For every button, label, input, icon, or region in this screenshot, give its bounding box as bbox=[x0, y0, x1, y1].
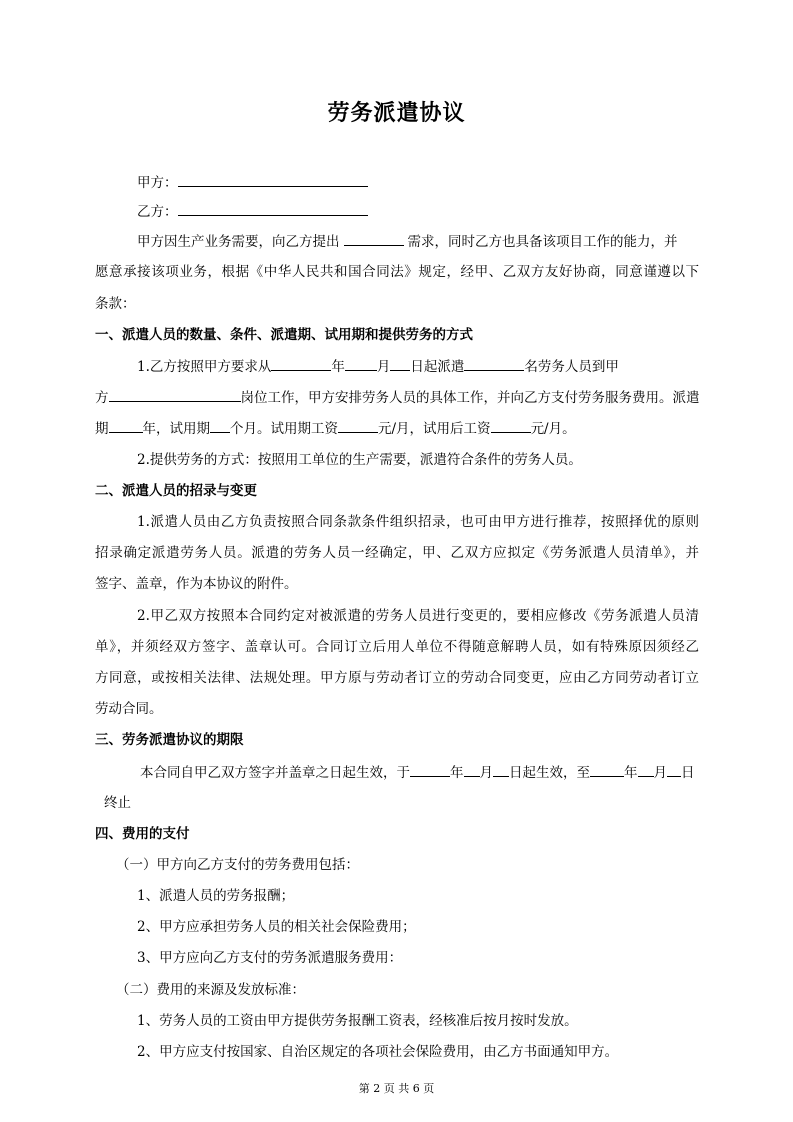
party-b-line bbox=[137, 201, 368, 222]
intro-line-2: 愿意承接该项业务，根据《中华人民共和国合同法》规定，经甲、乙双方友好协商，同意谨遵以下 bbox=[95, 264, 699, 280]
document-title: 劳务派遣协议 bbox=[327, 100, 466, 126]
s2-p1-line-3: 签字、盖章，作为本协议的附件。 bbox=[95, 576, 298, 592]
party-b-blank[interactable] bbox=[178, 201, 368, 216]
s3-line-1 bbox=[140, 762, 695, 783]
effective-day-blank[interactable] bbox=[493, 762, 509, 777]
s1-p1-line-3 bbox=[95, 418, 576, 439]
start-year-blank[interactable] bbox=[271, 356, 331, 371]
s3-text-d: 日起生效，至 bbox=[509, 765, 590, 781]
s1-p1-line-1 bbox=[137, 356, 619, 377]
end-day-blank[interactable] bbox=[667, 762, 681, 777]
party-a-label: 甲方： bbox=[137, 175, 178, 191]
s1-p2: 2.提供劳务的方式：按照用工单位的生产需要，派遣符合条件的劳务人员。 bbox=[137, 452, 582, 468]
s2-p2-line-4: 劳动合同。 bbox=[95, 701, 163, 717]
s1-p1-text-g: 岗位工作，甲方安排劳务人员的具体工作，并向乙方支付劳务服务费用。派遣 bbox=[240, 390, 700, 406]
s4-sub-1: （一）甲方向乙方支付的劳务费用包括： bbox=[116, 857, 359, 873]
party-a-blank[interactable] bbox=[178, 172, 368, 187]
party-b-label: 乙方： bbox=[137, 204, 178, 220]
day-label: 日起派遣 bbox=[410, 359, 465, 375]
month-label: 月 bbox=[376, 359, 391, 375]
s1-p1-text-e: 名劳务人员到甲 bbox=[524, 359, 619, 375]
section-3-heading: 三、劳务派遣协议的期限 bbox=[95, 732, 244, 748]
s1-p1-text-i: 年，试用期 bbox=[142, 421, 210, 437]
term-blank[interactable] bbox=[109, 418, 143, 433]
requirement-blank[interactable] bbox=[344, 231, 404, 246]
s1-p1-text-k: 元/月，试用后工资 bbox=[378, 421, 491, 437]
s1-p1-line-2 bbox=[95, 387, 700, 408]
s2-p1-line-1: 1.派遣人员由乙方负责按照合同条款条件组织招录，也可由甲方进行推荐，按照择优的原则 bbox=[137, 514, 699, 530]
intro-line-3: 条款： bbox=[95, 296, 136, 312]
s4-item-5: 2、甲方应支付按国家、自治区规定的各项社会保险费用，由乙方书面通知甲方。 bbox=[137, 1044, 619, 1060]
s4-item-4: 1、劳务人员的工资由甲方提供劳务报酬工资表，经核准后按月按时发放。 bbox=[137, 1013, 578, 1029]
s1-p1-text-j: 个月。试用期工资 bbox=[230, 421, 338, 437]
intro-line-1 bbox=[137, 231, 699, 252]
regular-wage-blank[interactable] bbox=[491, 418, 531, 433]
section-2-heading: 二、派遣人员的招录与变更 bbox=[95, 483, 257, 499]
effective-month-blank[interactable] bbox=[464, 762, 480, 777]
section-4-heading: 四、费用的支付 bbox=[95, 826, 190, 842]
s2-p2-line-2: 单》，并须经双方签字、盖章认可。合同订立后用人单位不得随意解聘人员，如有特殊原因须经乙 bbox=[95, 639, 699, 655]
s1-p1-text: 1.乙方按照甲方要求从 bbox=[137, 359, 272, 375]
start-day-blank[interactable] bbox=[390, 356, 410, 371]
start-month-blank[interactable] bbox=[345, 356, 377, 371]
s3-text-b: 年 bbox=[450, 765, 464, 781]
year-label: 年 bbox=[331, 359, 345, 375]
party-a-line bbox=[137, 172, 368, 193]
s3-text-f: 月 bbox=[653, 765, 667, 781]
position-blank[interactable] bbox=[109, 387, 241, 402]
s4-sub-2: （二）费用的来源及发放标准： bbox=[116, 982, 305, 998]
s1-p1-text-f: 方 bbox=[95, 390, 109, 406]
count-blank[interactable] bbox=[464, 356, 524, 371]
probation-wage-blank[interactable] bbox=[338, 418, 378, 433]
s3-text-c: 月 bbox=[479, 765, 493, 781]
intro-text-a: 甲方因生产业务需要，向乙方提出 bbox=[137, 234, 340, 250]
s3-text-g: 日 bbox=[681, 765, 695, 781]
s3-text-a: 本合同自甲乙双方签字并盖章之日起生效，于 bbox=[140, 765, 410, 781]
s4-item-1: 1、派遣人员的劳务报酬； bbox=[137, 888, 295, 904]
s1-p1-text-l: 元/月。 bbox=[530, 421, 576, 437]
section-1-heading: 一、派遣人员的数量、条件、派遣期、试用期和提供劳务的方式 bbox=[95, 327, 473, 343]
s4-item-3: 3、甲方应向乙方支付的劳务派遣服务费用： bbox=[137, 950, 403, 966]
end-year-blank[interactable] bbox=[590, 762, 624, 777]
intro-text-b: 需求，同时乙方也具备该项目工作的能力，并 bbox=[407, 234, 678, 250]
s1-p1-text-h: 期 bbox=[95, 421, 109, 437]
s2-p2-line-1: 2.甲乙双方按照本合同约定对被派遣的劳务人员进行变更的，要相应修改《劳务派遣人员清 bbox=[137, 608, 699, 624]
page-footer: 第 2 页 共 6 页 bbox=[358, 1082, 435, 1095]
s4-item-2: 2、甲方应承担劳务人员的相关社会保险费用； bbox=[137, 919, 416, 935]
s2-p2-line-3: 方同意，或按相关法律、法规处理。甲方原与劳动者订立的劳动合同变更，应由乙方同劳动者订立 bbox=[95, 670, 699, 686]
effective-year-blank[interactable] bbox=[410, 762, 450, 777]
s3-text-e: 年 bbox=[624, 765, 638, 781]
s3-line-2: 终止 bbox=[104, 795, 131, 811]
s2-p1-line-2: 招录确定派遣劳务人员。派遣的劳务人员一经确定，甲、乙双方应拟定《劳务派遣人员清单》，并 bbox=[95, 545, 699, 561]
end-month-blank[interactable] bbox=[638, 762, 654, 777]
probation-blank[interactable] bbox=[210, 418, 230, 433]
